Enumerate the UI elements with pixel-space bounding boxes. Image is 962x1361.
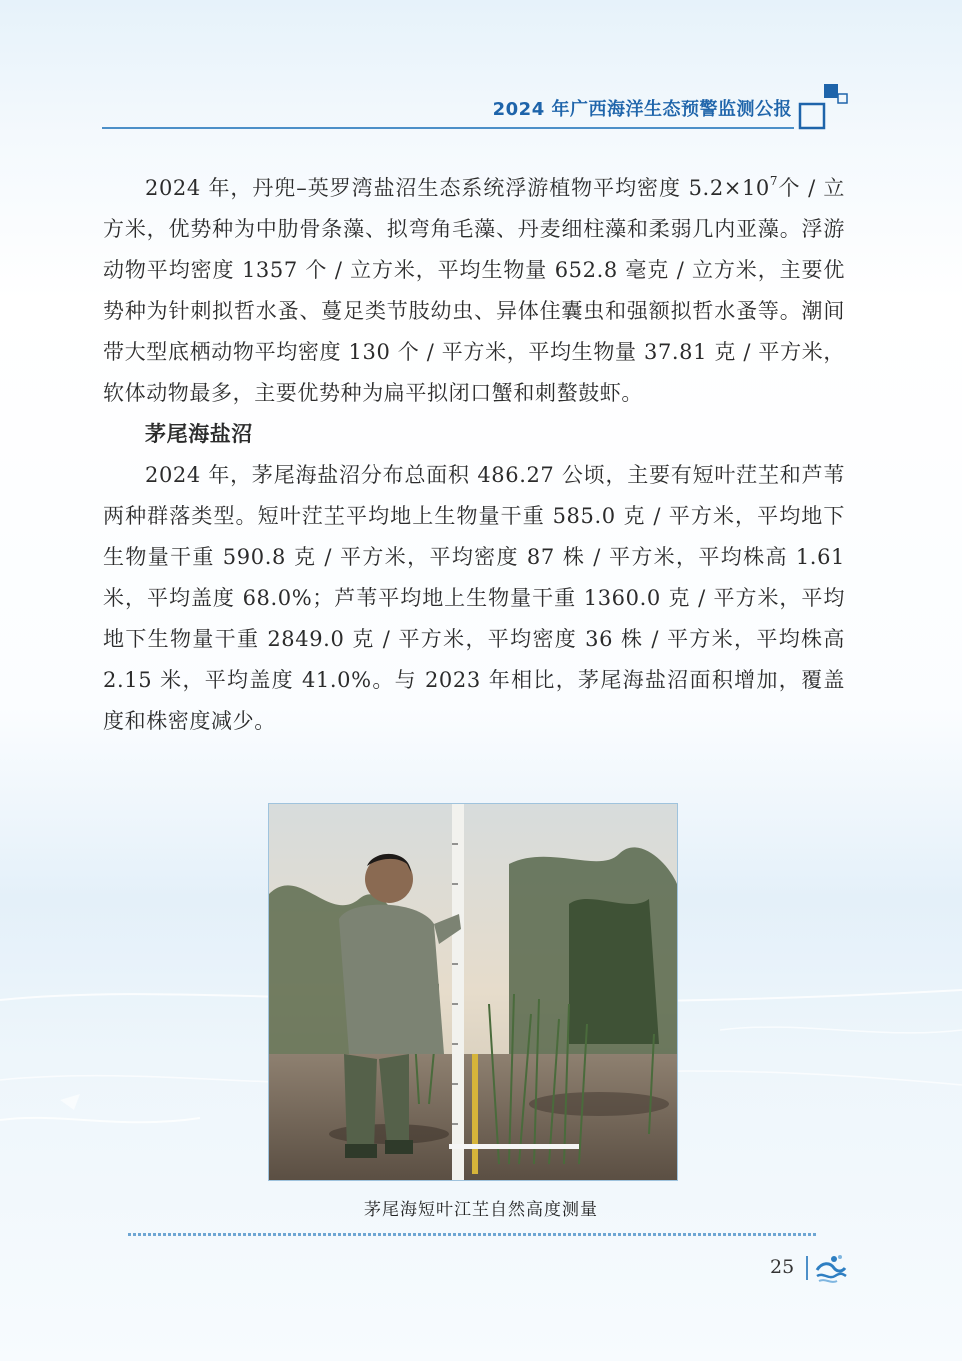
- section-heading: 茅尾海盐沼: [145, 422, 253, 446]
- footer-divider: [806, 1256, 808, 1280]
- paragraph-maowei-sea: 2024 年，茅尾海盐沼分布总面积 486.27 公顷，主要有短叶茳芏和芦苇两种群落类型。短叶茳芏平均地上生物量干重 585.0 克 / 平方米，平均地下生物量干重 590.8 克 / 平方米，平均密度 87 株 / 平方米，平均株高 1.61 米，平均盖度 68.0%；芦苇平均地上生物量干重 1360.0 克 / 平方米，平均地下生物量干重 2849.0 克 / 平方米，平均密度 36 株 / 平方米，平均株高 2.15 米，平均盖度 41.0%。与 2023 年相比，茅尾海盐沼面积增加，覆盖度和株密度减少。: [103, 463, 845, 733]
- page-number: 25: [770, 1256, 795, 1278]
- body-content: [103, 168, 845, 742]
- page-header-title: 2024 年广西海洋生态预警监测公报: [492, 99, 792, 120]
- paragraph-text: 2024 年，丹兜–英罗湾盐沼生态系统浮游植物平均密度 5.2×10: [145, 176, 770, 200]
- footer-dotted-rule: [128, 1233, 818, 1236]
- paragraph-text: 个 / 立方米，优势种为中肋骨条藻、拟弯角毛藻、丹麦细柱藻和柔弱几内亚藻。浮游动物平均密度 1357 个 / 立方米，平均生物量 652.8 毫克 / 立方米，主要优势种为针刺拟哲水蚤、蔓足类节肢幼虫、异体住囊虫和强额拟哲水蚤等。潮间带大型底栖动物平均密度 130 个 / 平方米，平均生物量 37.81 克 / 平方米，软体动物最多，主要优势种为扁平拟闭口蟹和刺螯鼓虾。: [103, 176, 845, 405]
- superscript-exponent: 7: [769, 174, 779, 188]
- header-rule: [102, 127, 794, 129]
- photo-illustration: [269, 804, 677, 1180]
- figure-photo: [268, 803, 678, 1181]
- ocean-wave-logo-icon: [814, 1252, 848, 1284]
- figure-caption: 茅尾海短叶江芏自然高度测量: [364, 1200, 598, 1220]
- corner-squares-icon: [798, 80, 850, 134]
- paragraph-dandou-yingluo: [103, 168, 845, 414]
